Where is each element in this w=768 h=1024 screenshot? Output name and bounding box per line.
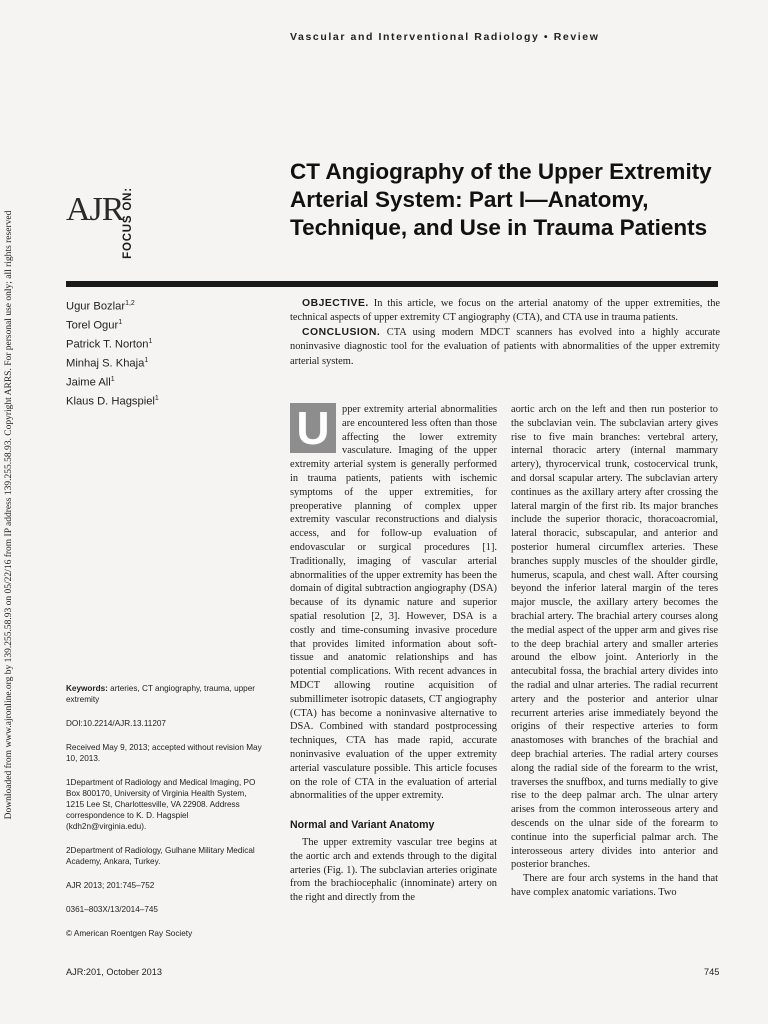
focus-on-text: FOCUS ON: (122, 187, 134, 259)
citation: AJR 2013; 201:745–752 (66, 881, 155, 890)
body-paragraph: The upper extremity vascular tree begins at the aortic arch and extends through to the digital arteries (Fig. 1). The subclavian arteries originate from the brachiocephalic (innominate) artery on the right and directly from the (290, 836, 497, 904)
intro-text: pper extremity arterial abnormalities are encountered less often than those affecting the lower extremity vasculature. Imaging of the upper extremity arterial system is generally performed in trauma patients, patients with ischemic symptoms of the upper extremities, for preoperative planning of complex upper extremity vascular reconstructions and dialysis access, and for follow-up evaluation of endovascular or surgical procedures [1]. Traditionally, imaging of vascular arterial abnormalities of the upper extremity has been the domain of digital subtraction angiography (DSA) because of its dynamic nature and superior spatial resolution [2, 3]. However, DSA is a costly and time-consuming invasive procedure that provides limited information about soft-tissue and anatomic relationships and has potential complications. With recent advances in MDCT allowing routine acquisition of submillimeter isotropic datasets, CT angiography (CTA) has become a noninvasive alternative to DSA. Combined with standard postprocessing techniques, CTA has made rapid, accurate noninvasive evaluation of the upper extremity arterial vasculature possible. This article focuses on the role of CTA in the evaluation of arterial abnormalities of the upper extremity. (290, 404, 497, 802)
author-list (66, 296, 266, 410)
author-name: Ugur Bozlar (66, 300, 126, 313)
body-column-2 (511, 403, 718, 900)
logo-brand: AJR (66, 191, 124, 228)
author-entry (66, 296, 266, 315)
author-name: Patrick T. Norton (66, 338, 149, 351)
affiliation-2: 2Department of Radiology, Gulhane Military Medical Academy, Ankara, Turkey. (66, 846, 255, 866)
author-affiliation: 1 (148, 337, 153, 345)
body-paragraph: aortic arch on the left and then run posterior to the subclavian vein. The subclavian artery gives rise to five main branches: vertebral artery, internal thoracic artery (internal mammary artery), thyrocervical trunk, costocervical trunk, and dorsal scapular artery. The subclavian artery continues as the axillary artery after crossing the lateral margin of the first rib. Its major branches include the superior thoracic, thoracoacromial, lateral thoracic, subscapular, and anterior and posterior humeral circumflex arteries. These branches supply muscles of the shoulder girdle, humerus, scapula, and chest wall. After coursing beyond the inferior lateral margin of the teres major muscle, the axillary artery becomes the brachial artery. The brachial artery courses along the medial aspect of the upper arm and gives rise to the deep brachial artery and smaller arteries around the elbow joint. Anteriorly in the antecubital fossa, the brachial artery divides into the radial and ulnar arteries. The radial recurrent artery and the posterior and anterior ulnar recurrent arteries arise immediately beyond the origins of their respective arteries to form anastomoses with branches of the brachial and deep brachial arteries. The radial artery courses along the radial side of the forearm to the wrist, traverses the snuffbox, and turns medially to give rise to the deep palmar arch. The ulnar artery arises from the common interosseous artery and descends on the ulnar side of the forearm to continue into the superficial palmar arch. The interosseous artery divides into anterior and posterior branches. (511, 404, 718, 871)
article-title: CT Angiography of the Upper Extremity Arterial System: Part I—Anatomy, Technique, and Use in Trauma Patients (290, 159, 712, 240)
body-column-1 (290, 403, 497, 905)
author-affiliation: 1 (110, 375, 115, 383)
author-name: Klaus D. Hagspiel (66, 395, 155, 408)
author-entry (66, 334, 266, 353)
section-heading: Normal and Variant Anatomy (290, 819, 435, 832)
author-entry (66, 391, 266, 410)
affiliation-1: 1Department of Radiology and Medical Imaging, PO Box 800170, University of Virginia Health System, 1215 Lee St, Charlottesville, VA 22908. Address correspondence to K. D. Hagspiel (kdh2n@virginia.edu). (66, 778, 256, 831)
body-paragraph: There are four arch systems in the hand that have complex anatomic variations. Two (511, 873, 718, 898)
author-name: Torel Ogur (66, 319, 119, 332)
author-affiliation: 1 (154, 394, 159, 402)
keywords-label: Keywords: (66, 684, 108, 693)
keywords (66, 683, 266, 705)
author-name: Minhaj S. Khaja (66, 357, 145, 370)
objective-text: In this article, we focus on the arterial anatomy of the upper extremities, the technical aspects of upper extremity CT angiography (CTA), and CTA use in trauma patients. (290, 298, 720, 324)
copyright: © American Roentgen Ray Society (66, 929, 193, 938)
abstract-conclusion (290, 326, 720, 369)
author-affiliation: 1,2 (125, 300, 135, 307)
drop-cap: U (290, 403, 336, 453)
received-date: Received May 9, 2013; accepted without revision May 10, 2013. (66, 743, 262, 763)
section-header: Vascular and Interventional Radiology • Review (290, 31, 600, 43)
title-rule (66, 281, 718, 287)
author-affiliation: 1 (118, 318, 123, 326)
journal-logo (66, 185, 146, 265)
author-entry (66, 315, 266, 334)
conclusion-text: CTA using modern MDCT scanners has evolved into a highly accurate noninvasive diagnostic tool for the evaluation of patients with abnormalities of the upper extremity arterial system. (290, 326, 720, 367)
author-affiliation: 1 (144, 356, 149, 364)
abstract (290, 297, 720, 369)
author-name: Jaime All (66, 376, 111, 389)
download-notice (0, 175, 18, 855)
conclusion-label: CONCLUSION. (302, 326, 381, 338)
download-notice-text: Downloaded from www.ajronline.org by 139.255.58.93 on 05/22/16 from IP address 139.255.58.93. Copyright ARRS. For personal use only; all rights reserved (4, 210, 14, 820)
author-entry (66, 372, 266, 391)
objective-label: OBJECTIVE. (302, 298, 369, 309)
doi: DOI:10.2214/AJR.13.11207 (66, 719, 166, 728)
footer-page-number: 745 (704, 967, 720, 977)
article-metadata (66, 683, 266, 952)
keywords-text: arteries, CT angiography, trauma, upper extremity (66, 684, 256, 704)
abstract-objective (290, 297, 720, 326)
issn: 0361–803X/13/2014–745 (66, 905, 158, 914)
author-entry (66, 353, 266, 372)
intro-paragraph (290, 403, 497, 803)
footer-journal-issue: AJR:201, October 2013 (66, 967, 163, 977)
